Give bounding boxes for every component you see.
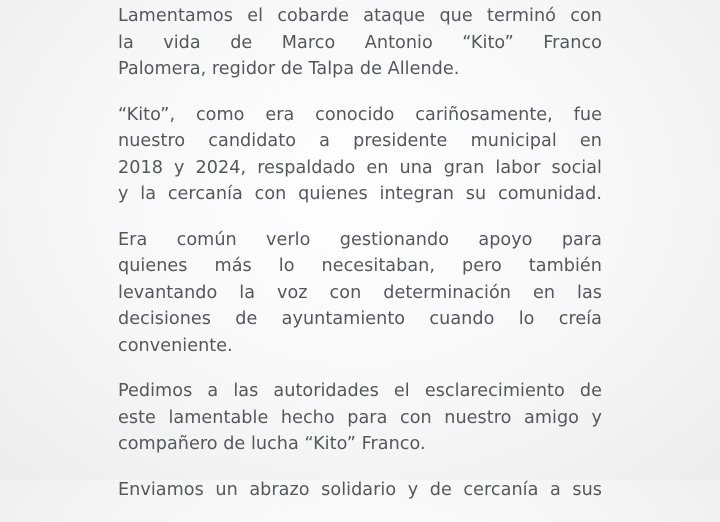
text-line: Era común verlo gestionando apoyo para <box>118 229 602 250</box>
text-line: y la cercanía con quienes integran su comunidad. <box>118 184 602 204</box>
text-line: 2018 y 2024, respaldado en una gran labor social <box>118 157 602 178</box>
text-line: levantando la voz con determinación en las <box>118 282 602 303</box>
paragraph-candidate <box>118 102 602 208</box>
paragraph-support <box>118 227 602 360</box>
condolence-statement <box>118 3 602 522</box>
text-line: “Kito”, como era conocido cariñosamente, fue <box>118 104 602 125</box>
text-line: Enviamos un abrazo solidario y de cercanía a sus <box>118 479 602 500</box>
text-line: conveniente. <box>118 335 233 356</box>
text-line: decisiones de ayuntamiento cuando lo creía <box>118 309 602 329</box>
paragraph-demand <box>118 378 602 458</box>
paragraph-condolence <box>118 3 602 83</box>
paragraph-embrace <box>118 477 602 504</box>
text-line: quienes más lo necesitaban, pero también <box>118 256 602 276</box>
text-line: Lamentamos el cobarde ataque que terminó con <box>118 6 602 26</box>
text-line: la vida de Marco Antonio “Kito” Franco <box>118 32 602 53</box>
text-line: compañero de lucha “Kito” Franco. <box>118 434 426 454</box>
text-line: este lamentable hecho para con nuestro amigo y <box>118 407 602 428</box>
text-line: Palomera, regidor de Talpa de Allende. <box>118 59 460 79</box>
text-line: nuestro candidato a presidente municipal en <box>118 131 602 151</box>
text-line: Pedimos a las autoridades el esclarecimiento de <box>118 381 602 401</box>
